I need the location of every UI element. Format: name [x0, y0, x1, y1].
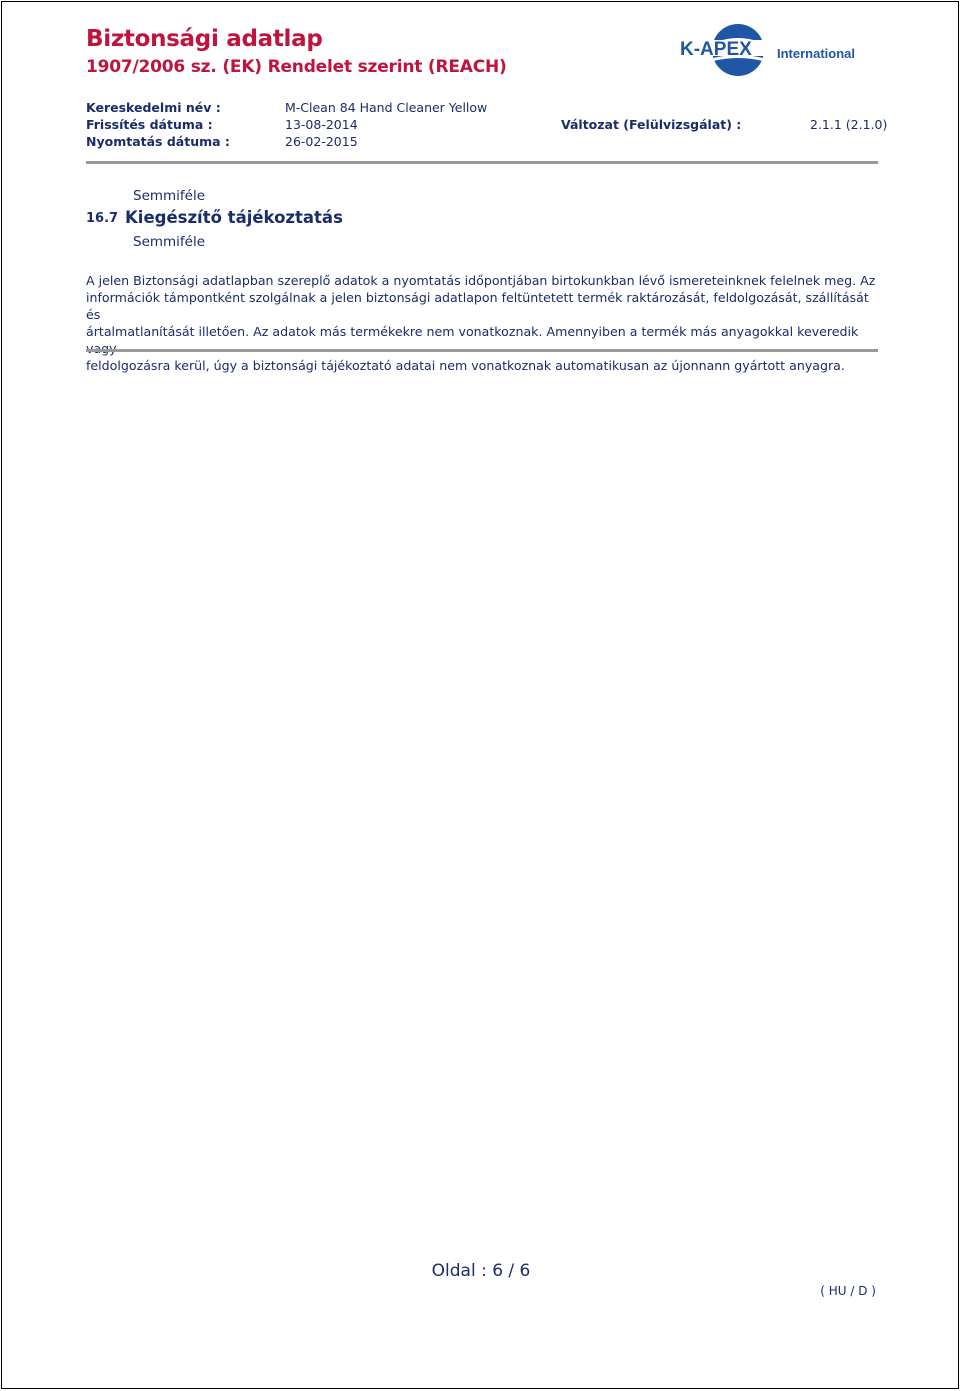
- paragraph-line: feldolgozásra kerül, úgy a biztonsági tájékoztató adatai nem vonatkoznak automatikusan az újonnann gyártott anyagra.: [86, 358, 845, 373]
- print-date-value: 26-02-2015: [285, 134, 358, 149]
- version-value: 2.1.1 (2.1.0): [810, 117, 888, 132]
- page-number: Oldal : 6 / 6: [431, 1261, 531, 1281]
- print-date-label: Nyomtatás dátuma :: [86, 134, 230, 149]
- document-title: Biztonsági adatlap: [86, 26, 323, 52]
- section-none: Semmiféle: [133, 234, 206, 250]
- header-divider: [86, 161, 878, 164]
- paragraph-line: ártalmatlanítását illetően. Az adatok más termékekre nem vonatkoznak. Amennyiben a termék más anyagokkal keveredik: [86, 324, 859, 339]
- disclaimer-paragraph: [86, 272, 886, 374]
- document-subtitle: 1907/2006 sz. (EK) Rendelet szerint (REACH): [86, 57, 507, 77]
- section-title: Kiegészítő tájékoztatás: [125, 208, 343, 227]
- version-label: Változat (Felülvizsgálat) :: [561, 117, 742, 132]
- logo-brand: K-APEX: [680, 39, 752, 60]
- logo-suffix: International: [777, 46, 856, 61]
- document-page: [1, 1, 959, 1389]
- k-apex-logo: [678, 22, 883, 82]
- trade-name-label: Kereskedelmi név :: [86, 100, 221, 115]
- language-code: ( HU / D ): [820, 1284, 876, 1298]
- revision-date-label: Frissítés dátuma :: [86, 117, 213, 132]
- revision-date-value: 13-08-2014: [285, 117, 358, 132]
- paragraph-line: információk támpontként szolgálnak a jelen biztonsági adatlapon feltüntetett termék raktározását, feldolgozását, szállítását és: [86, 290, 869, 322]
- trade-name-value: M-Clean 84 Hand Cleaner Yellow: [285, 100, 488, 115]
- content-divider: [86, 349, 878, 352]
- paragraph-line: A jelen Biztonsági adatlapban szereplő adatok a nyomtatás időpontjában birtokunkban lévő ismereteinknek felelnek meg. Az: [86, 273, 876, 288]
- previous-section-none: Semmiféle: [133, 188, 206, 204]
- section-number: 16.7: [86, 211, 119, 226]
